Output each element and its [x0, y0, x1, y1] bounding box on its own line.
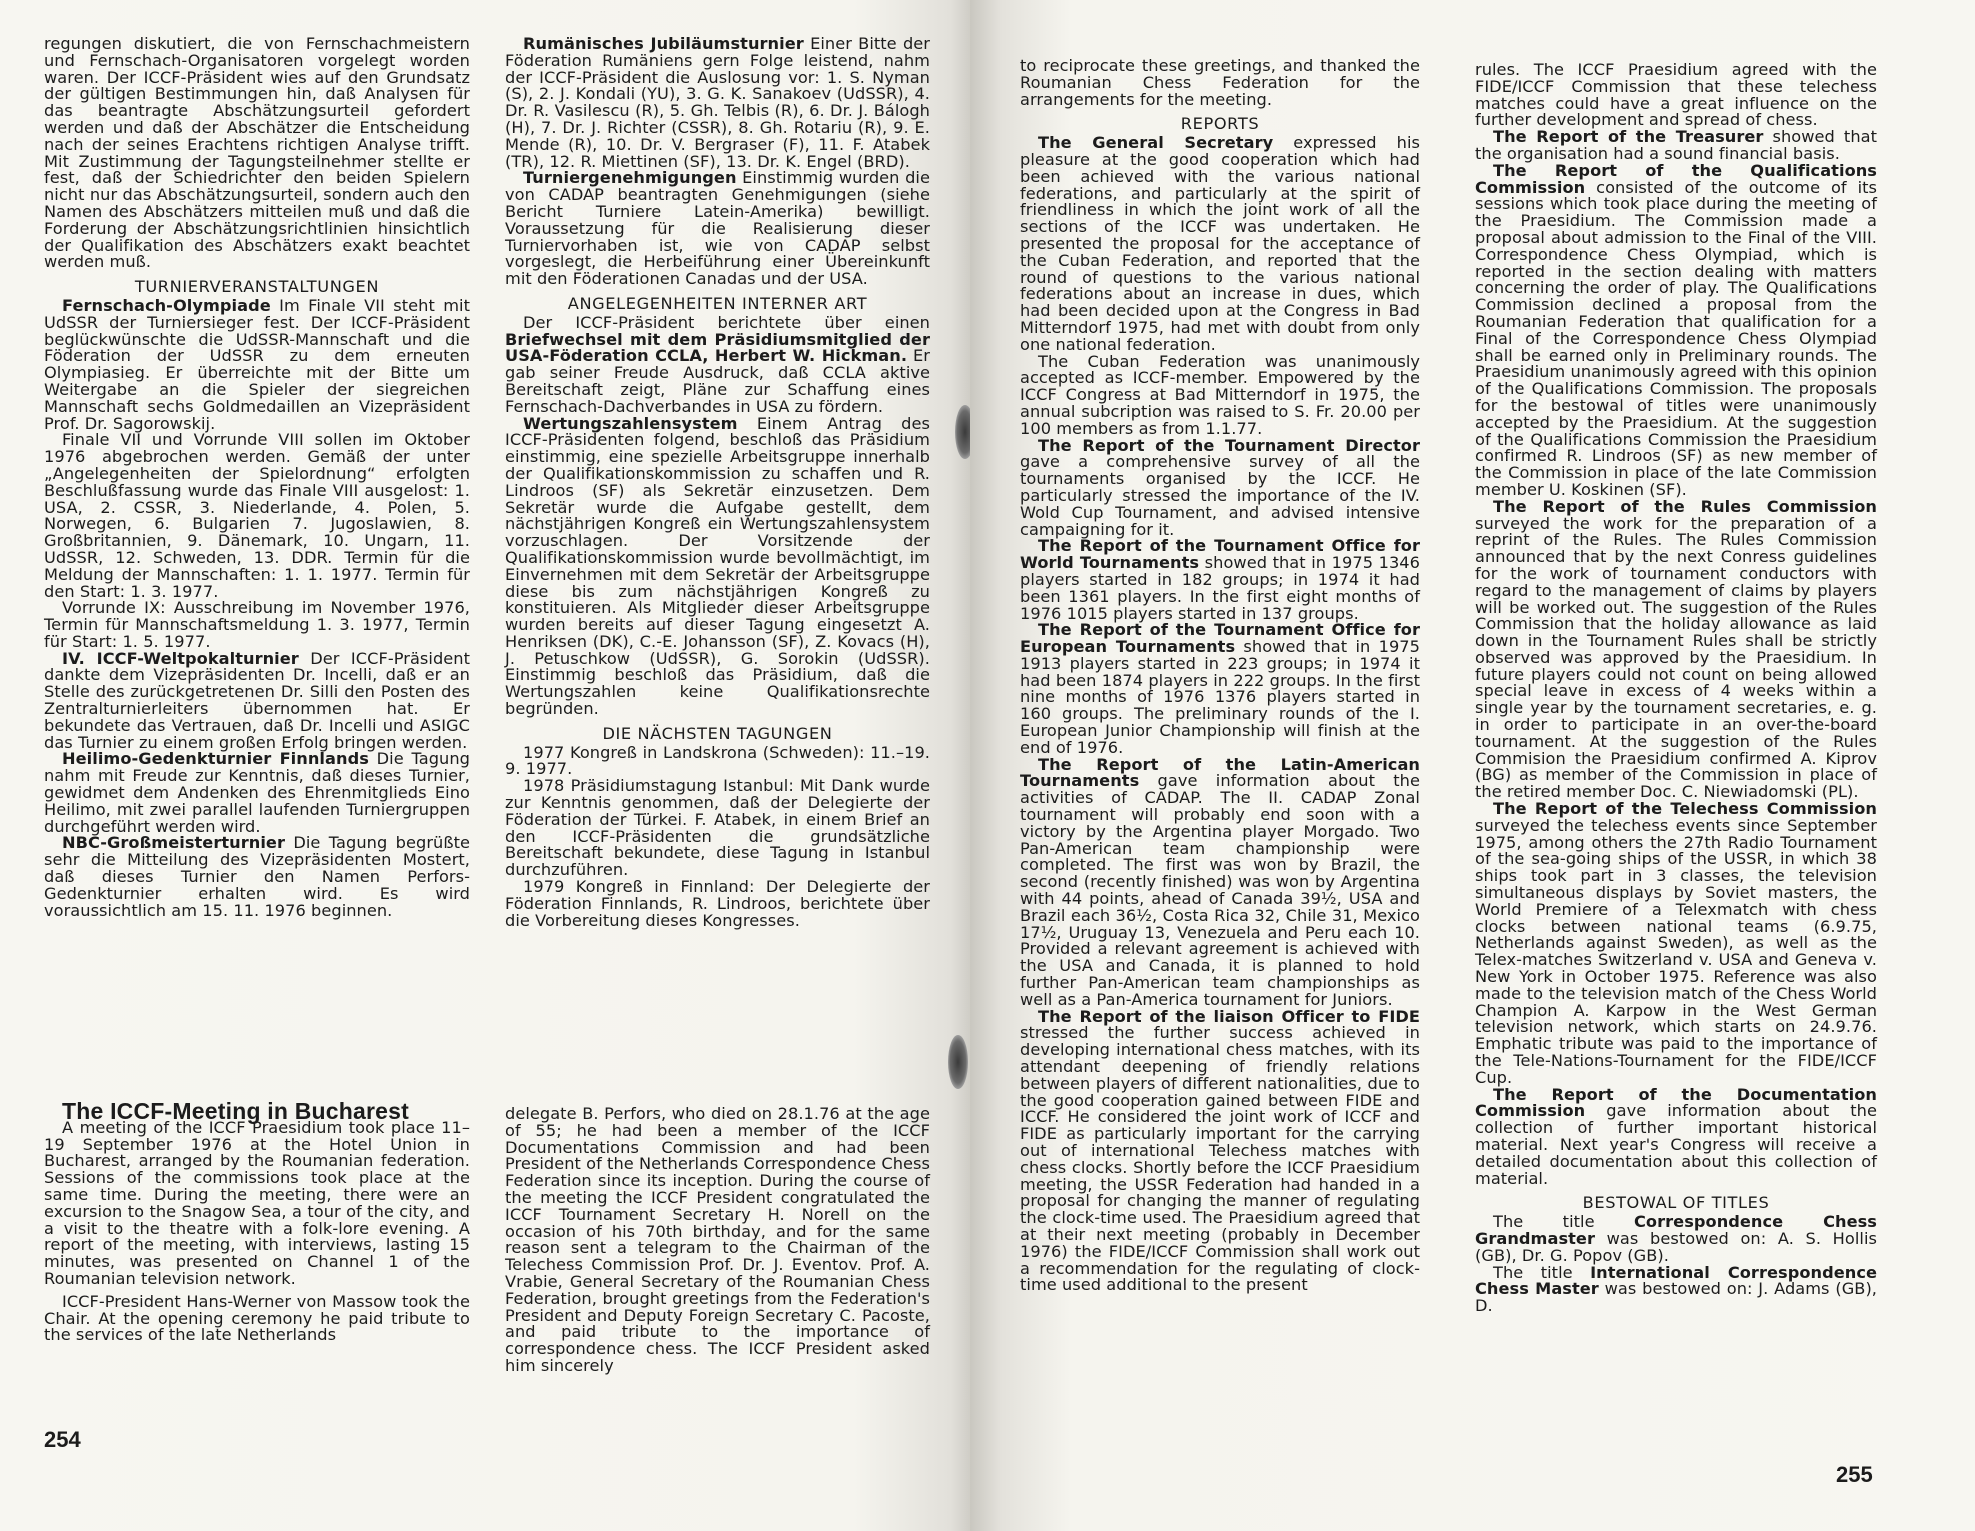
paragraph-nbc: NBC-Großmeisterturnier Die Tagung begrüßte sehr die Mitteilung des Vizepräsidenten Mostert, daß dieses Turnier den Namen Perfors-Gedenkturnier erhalten wird. Es wird voraussichtlich am 15. 11. 1976 beginnen. [44, 833, 470, 920]
paragraph-heilimo: Heilimo-Gedenkturnier Finnlands Die Tagung nahm mit Freude zur Kenntnis, daß dieses Turnier, gewidmet dem Andenken des Ehrenmitglieds Eino Heilimo, mit zwei parallel laufenden Turniergruppen durchgeführt werden wird. [44, 749, 470, 836]
paragraph-olympiade: Fernschach-Olympiade Im Finale VII steht mit UdSSR der Turniersieger fest. Der ICCF-Präsident beglückwünschte die UdSSR-Mannschaft und die Föderation der UdSSR zu dem erneuten Olympiasieg. Er überreichte mit der Bitte um Weitergabe an die Spieler der siegreichen Mannschaft sechs Goldmedaillen an Vizepräsident Prof. Dr. Sagorowskij. [44, 295, 470, 433]
paragraph-chair: ICCF-President Hans-Werner von Massow took the Chair. At the opening ceremony he paid tribute to the services of the late Netherlands [44, 1291, 470, 1345]
heading-interne: ANGELEGENHEITEN INTERNER ART [567, 293, 868, 313]
paragraph-reciprocate: to reciprocate these greetings, and thanked the Roumanian Chess Federation for the arrangements for the meeting. [1020, 56, 1420, 109]
paragraph-liaison: The Report of the liaison Officer to FIDE stressed the further success achieved in developing international chess matches, with its attendant deepening of friendly relations between players of different nationalities, due to the good cooperation gained between FIDE and ICCF. He considered the joint work of ICCF and FIDE as particularly important for the carrying out of international Telechess matches with chess clocks. Shortly before the ICCF Praesidium meeting, the USSR Federation had handed in a proposal for changing the manner of regulating the clock-time used. The Praesidium agreed that at their next meeting (probably in December 1976) the FIDE/ICCF Commission shall work out a recommendation for the regulating of clock-time used additional to the present [1020, 1006, 1420, 1295]
paragraph-grandmaster: The title Correspondence Chess Grandmaster was bestowed on: A. S. Hollis (GB), Dr. G. Popov (GB). [1475, 1212, 1877, 1265]
paragraph-wertung: Wertungszahlensystem Einem Antrag des ICCF-Präsidenten folgend, beschloß das Präsidium einstimmig, eine spezielle Arbeitsgruppe innerhalb der Qualifikationskommission zu schaffen und R. Lindroos (SF) als Sekretär einzusetzen. Dem Sekretär wurde die Aufgabe gestellt, dem nächstjährigen Kongreß ein Wertungszahlensystem vorzuschlagen. Der Vorsitzende der Qualifikationskommission wurde bevollmächtigt, im Einvernehmen mit dem Sekretär der Arbeitsgruppe diese bis zum nächstjährigen Kongreß zu konstituieren. Als Mitglieder dieser Arbeitsgruppe wurden bereits auf dieser Tagung eingesetzt A. Henriksen (DK), C.-E. Johansson (SF), Z. Kovacs (H), J. Petuschkow (UdSSR), G. Sorokin (UdSSR). Einstimmig beschloß das Präsidium, daß die Wertungszahlen keine Qualifikationsrechte begründen. [505, 413, 930, 719]
heading-reports: REPORTS [1180, 114, 1260, 134]
page-number-left: 254 [44, 1427, 81, 1452]
paragraph-rules-intro: rules. The ICCF Praesidium agreed with the FIDE/ICCF Commission that these telechess matches could have a great influence on the further development and spread of chess. [1475, 60, 1877, 130]
heading-turnierveranstaltungen: TURNIERVERANSTALTUNGEN [134, 277, 380, 297]
paragraph-master: The title International Correspondence Chess Master was bestowed on: J. Adams (GB), D. [1475, 1262, 1878, 1316]
paragraph-treasurer: The Report of the Treasurer showed that the organisation had a sound financial basis. [1475, 127, 1878, 163]
column-1-english [44, 1098, 470, 1345]
article-title: The ICCF-Meeting in Bucharest [62, 1098, 409, 1124]
paragraph-delegate: delegate B. Perfors, who died on 28.1.76 at the age of 55; he had been a member of the ICCF Documentations Commission and had been President of the Netherlands Correspondence Chess Federation since its inception. During the course of the meeting the ICCF President congratulated the ICCF Tournament Secretary H. Norell on the occasion of his 70th birthday, and for the same reason sent a telegram to the Chairman of the Telechess Commission Prof. Dr. J. Eventov. Prof. A. Vrabie, General Secretary of the Roumanian Chess Federation, brought greetings from the Federation's President and Deputy Foreign Secretary C. Pacoste, and paid tribute to the importance of correspondence chess. The ICCF President asked him sincerely [505, 1104, 930, 1375]
paragraph-1977: 1977 Kongreß in Landskrona (Schweden): 11.–19. 9. 1977. [505, 742, 930, 779]
paragraph-meeting: A meeting of the ICCF Praesidium took place 11–19 September 1976 at the Hotel Union in Bucharest, arranged by the Roumanian federation. Sessions of the commissions took place at the same time. During the meeting, there were an excursion to the Snagow Sea, a tour of the city, and a visit to the theatre with a folk-lore evening. A report of the meeting, with interviews, lasting 15 minutes, was presented on Channel 1 of the Roumanian television network. [44, 1117, 470, 1288]
paragraph-1979: 1979 Kongreß in Finnland: Der Delegierte der Föderation Finnlands, R. Lindroos, berichtete über die Vorbereitung dieses Kongresses. [505, 877, 930, 930]
paragraph-finale: Finale VII und Vorrunde VIII sollen im Oktober 1976 abgebrochen werden. Gemäß der unter „Angelegenheiten der Spielordnung“ erfolgten Beschlußfassung wurde das Finale VIII ausgelost: 1. USA, 2. CSSR, 3. Niederlande, 4. Polen, 5. Norwegen, 6. Bulgarien 7. Jugoslawien, 8. Großbritannien, 9. Dänemark, 10. Ungarn, 11. UdSSR, 12. Schweden, 13. DDR. Termin für die Meldung der Mannschaften: 1. 1. 1977. Termin für den Start: 1. 3. 1977. [44, 430, 470, 601]
column-2 [505, 36, 930, 929]
column-4 [1475, 62, 1877, 1315]
column-1 [44, 36, 470, 919]
heading-titles: BESTOWAL OF TITLES [1582, 1193, 1770, 1213]
paragraph-abschaetzung: regungen diskutiert, die von Fernschachmeistern und Fernschach-Organisatoren vorgelegt worden waren. Der ICCF-Präsident wies auf den Grundsatz der gültigen Bestimmungen hin, daß Analysen für das beantragte Abschätzungsurteil gefordert werden und daß der Abschätzer die Entscheidung nach der seines Erachtens richtigen Analyse trifft. Mit Zustimmung der Tagungsteilnehmer stellte er fest, daß der Schiedrichter den beiden Spielern nicht nur das Abschätzungsurteil, sondern auch den Namen des Abschätzers mitteilen muß und daß die Forderung der Abschätzungsrichtlinien hinsichtlich der Qualifikation des Abschätzers exakt beachtet werden muß. [44, 34, 470, 272]
paragraph-general-secretary: The General Secretary expressed his pleasure at the good cooperation which had been achieved with the various national federations, and particularly at the spirit of friendliness in which the joint work of all the sections of the ICCF was undertaken. He presented the proposal for the acceptance of the Cuban Federation, and reported that the round of questions to the various national federations about an increase in dues, which had been decided upon at the Congress in Bad Mitterndorf 1975, had met with doubt from only one national federation. [1020, 133, 1420, 354]
paragraph-rumaenisch: Rumänisches Jubiläumsturnier Einer Bitte der Föderation Rumäniens gern Folge leistend, nahm der ICCF-Präsident die Auslosung vor: 1. S. Nyman (S), 2. J. Kondali (YU), 3. G. K. Sanakoev (UdSSR), 4. Dr. R. Vasilescu (R), 5. Gh. Telbis (R), 6. Dr. J. Bálogh (H), 7. Dr. J. Richter (CSSR), 8. Gh. Rotariu (R), 9. E. Mende (R), 10. Dr. V. Bergraser (F), 11. F. Atabek (TR), 12. R. Miettinen (SF), 13. Dr. K. Engel (BRD). [505, 34, 931, 171]
page-255 [970, 0, 1975, 1531]
paragraph-telechess: The Report of the Telechess Commission surveyed the telechess events since September 1975, among others the 27th Radio Tournament of the sea-going ships of the USSR, in which 38 ships took part in 3 classes, the television simultaneous displays by Soviet masters, the World Premiere of a Telexmatch with chess clocks between national teams (6.9.75, Netherlands against Sweden), as well as the Telex-matches Switzerland v. USA and Geneva v. New York in October 1975. Reference was also made to the television match of the Chess World Champion A. Karpow in the West German television network, which starts on 24.9.76. Emphatic tribute was paid to the importance of the Tele-Nations-Tournament for the FIDE/ICCF Cup. [1475, 799, 1877, 1087]
paragraph-tournament-director: The Report of the Tournament Director gave a comprehensive survey of all the tournaments organised by the ICCF. He particularly stressed the importance of the IV. Wold Cup Tournament, and advised intensive campaigning for it. [1020, 435, 1420, 539]
paragraph-world-tournaments: The Report of the Tournament Office for World Tournaments showed that in 1975 1346 players started in 182 groups; in 1974 it had been 1361 players. In the first eight months of 1976 1015 players started in 137 groups. [1020, 536, 1420, 623]
page-254 [0, 0, 970, 1531]
page-number-right: 255 [1836, 1462, 1873, 1487]
paragraph-qualifications: The Report of the Qualifications Commission consisted of the outcome of its sessions which took place during the meeting of the Praesidium. The Commission made a proposal about admission to the Final of the VIII. Correspondence Chess Olympiad, which is reported in the section dealing with matters concerning the order of play. The Qualifications Commission declined a proposal from the Roumanian Federation that qualification for a Final of the Correspondence Chess Olympiad shall be earned only in Preliminary rounds. The Praesidium unanimously agreed with this opinion of the Qualifications Commission. The proposals for the bestowal of titles were unanimously accepted by the Praesidium. At the suggestion of the Qualifications Commission the Praesidium confirmed R. Lindroos (SF) as new member of the Commission in place of the late Commission member U. Koskinen (SF). [1475, 160, 1877, 499]
paragraph-cuban: The Cuban Federation was unanimously accepted as ICCF-member. Empowered by the ICCF Congress at Bad Mitterndorf in 1975, the annual subcription was raised to S. Fr. 20.00 per 100 members as from 1.1.77. [1020, 351, 1420, 438]
binding-hole-bottom [948, 1035, 968, 1089]
paragraph-documentation: The Report of the Documentation Commission gave information about the collection of further important historical material. Next year's Congress will receive a detailed documentation about this collection of material. [1475, 1084, 1877, 1188]
paragraph-weltpokal: IV. ICCF-Weltpokalturnier Der ICCF-Präsident dankte dem Vizepräsidenten Dr. Incelli, daß er an Stelle des zurückgetretenen Dr. Silli den Posten des Zentralturnierleiters übernommen hat. Er bekundete das Vertrauen, daß Dr. Incelli und ASIGC das Turnier zu einem großen Erfolg bringen werden. [44, 648, 470, 752]
heading-tagungen: DIE NÄCHSTEN TAGUNGEN [602, 723, 833, 743]
column-2-english [505, 1106, 930, 1375]
paragraph-european-tournaments: The Report of the Tournament Office for European Tournaments showed that in 1975 1913 players started in 223 groups; in 1974 it had been 1874 players in 222 groups. In the first nine months of 1976 1376 players started in 160 groups. The preliminary rounds of the I. European Junior Championship will finish at the end of 1976. [1020, 620, 1420, 757]
paragraph-rules-commission: The Report of the Rules Commission surveyed the work for the preparation of a reprint of the Rules. The Rules Commission announced that by the next Conress guidelines for the work of tournament conductors with regard to the management of claims by players will be worked out. The suggestion of the Rules Commission that the holiday allowance as laid down in the Tournament Rules shall be strictly observed was approved by the Praesidium. In future players could not count on being allowed special leave in excess of 4 weeks within a single year by the tournament secretaries, e. g. in order to participate in an over-the-board tournament. At the suggestion of the Rules Commision the Praesidium confirmed A. Kiprov (BG) as member of the Commission in place of the retired member Doc. C. Niewiadomski (PL). [1475, 496, 1877, 802]
paragraph-briefwechsel: Der ICCF-Präsident berichtete über einen Briefwechsel mit dem Präsidiumsmitglied der USA-Föderation CCLA, Herbert W. Hickman. Er gab seiner Freude Ausdruck, daß CCLA aktive Bereitschaft zeigt, Pläne zur Schaffung eines Fernschach-Dachverbandes in USA zu fördern. [505, 312, 930, 416]
paragraph-genehmigungen: Turniergenehmigungen Einstimmig wurden die von CADAP beantragten Genehmigungen (siehe Bericht Turniere Latein-Amerika) bewilligt. Voraussetzung für die Realisierung dieser Turniervorhaben ist, wie von CADAP selbst vorgeslegt, die Herbeiführung einer Übereinkunft mit den Föderationen Canadas und der USA. [505, 168, 930, 289]
paragraph-1978: 1978 Präsidiumstagung Istanbul: Mit Dank wurde zur Kenntnis genommen, daß der Delegierte der Föderation der Türkei. F. Atabek, in einem Brief an den ICCF-Präsidenten die grundsätzliche Bereitschaft bekundete, diese Tagung in Istanbul durchzuführen. [505, 776, 930, 880]
column-3 [1020, 58, 1420, 1294]
paragraph-vorrunde: Vorrunde IX: Ausschreibung im November 1976, Termin für Mannschaftsmeldung 1. 3. 1977, Termin für Start: 1. 5. 1977. [44, 598, 470, 651]
paragraph-latin-american: The Report of the Latin-American Tournaments gave information about the activities of CADAP. The II. CADAP Zonal tournament will probably end soon with a victory by the Argentina player Morgado. Two Pan-American team championship were completed. The first was won by Brazil, the second (recently finished) was won by Argentina with 44 points, ahead of Canada 39½, USA and Brazil each 36½, Costa Rica 32, Chile 31, Mexico 17½, Uruguay 13, Venezuela and Peru each 10. Provided a relevant agreement is achieved with the USA and Canada, it is planned to hold further Pan-American team championships as well as a Pan-America tournament for Juniors. [1020, 754, 1420, 1009]
